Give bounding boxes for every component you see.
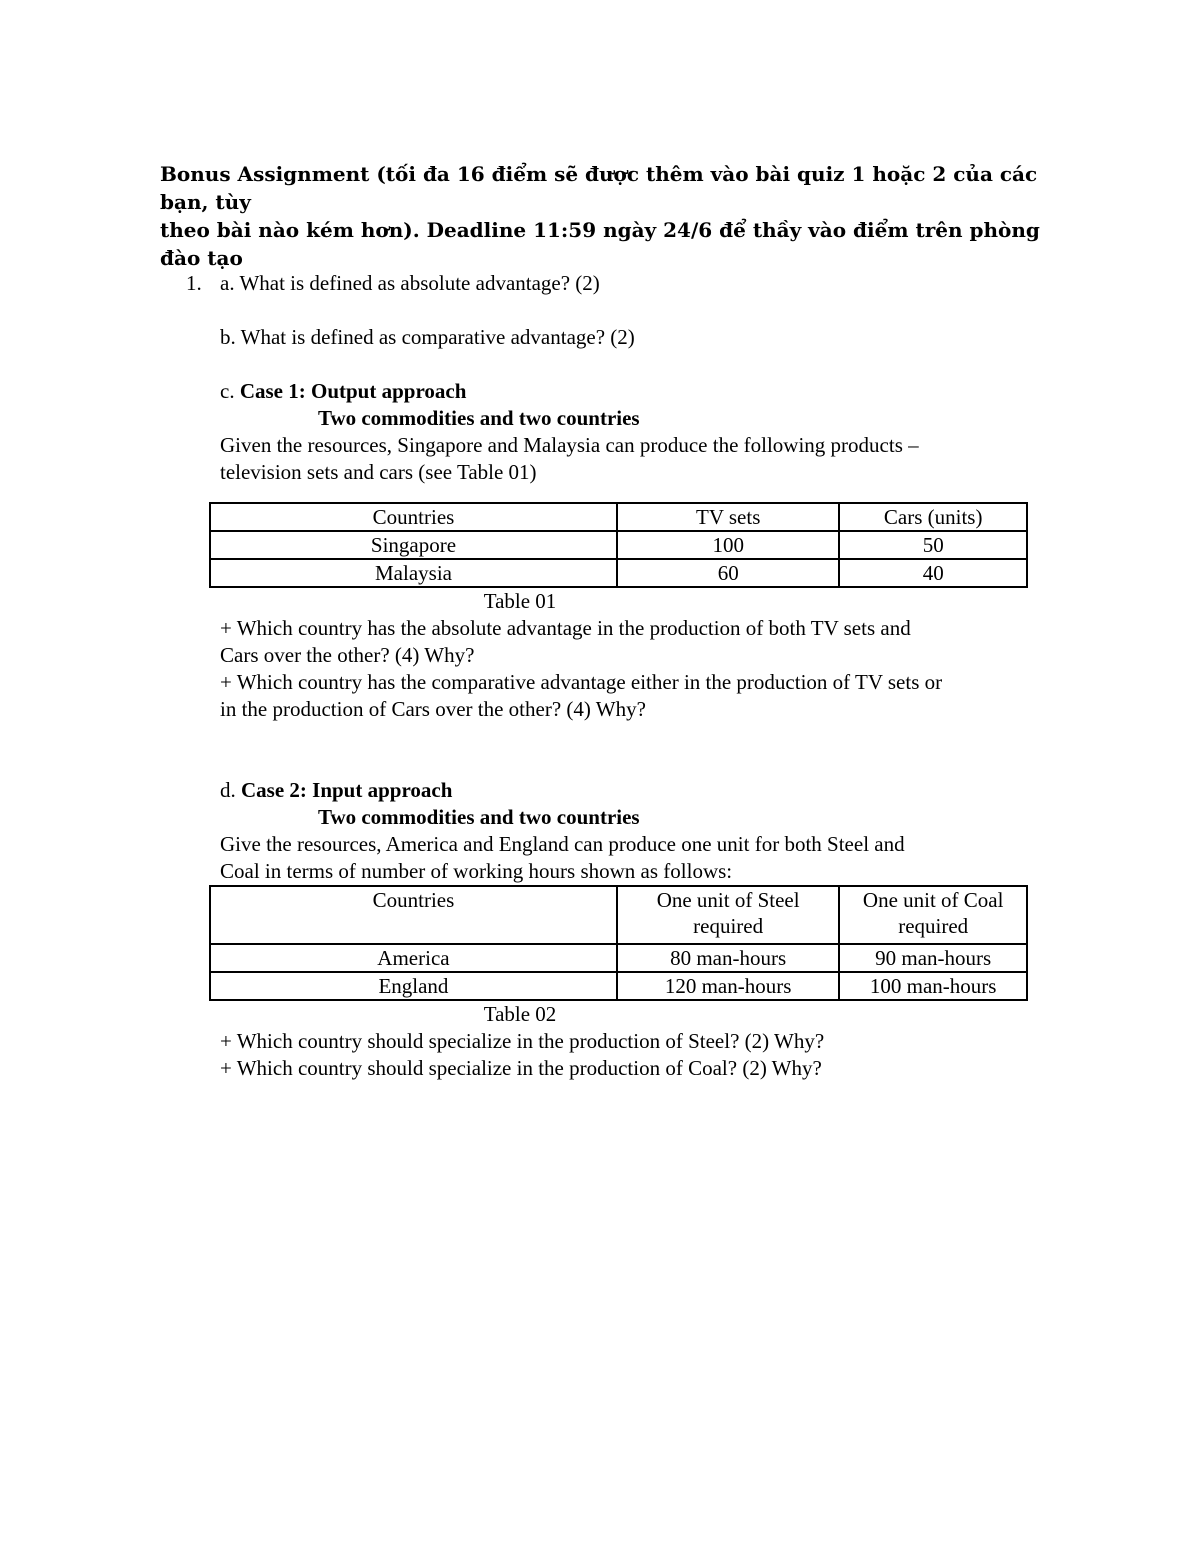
part-a: a. What is defined as absolute advantage? (2) <box>220 271 600 295</box>
table-header-cell: Countries <box>210 503 617 531</box>
table-cell: 100 man-hours <box>839 972 1027 1000</box>
part-b: b. What is defined as comparative advantage? (2) <box>220 325 635 349</box>
title-line-2: theo bài nào kém hơn). Deadline 11:59 ngày 24/6 để thầy vào điểm trên phòng đào tạo <box>160 218 1040 270</box>
table-cell: 100 <box>617 531 839 559</box>
part-d-heading <box>220 777 1040 804</box>
table-01 <box>209 502 1028 588</box>
part-c-heading <box>220 378 1040 405</box>
question-number: 1. <box>186 271 202 295</box>
table-cell: 40 <box>839 559 1027 587</box>
table-header-cell: Countries <box>210 886 617 944</box>
case-2-intro-line-1: Give the resources, America and England can produce one unit for both Steel and <box>220 832 905 856</box>
table-cell: Malaysia <box>210 559 617 587</box>
header-line: required <box>693 914 764 938</box>
case-2-subheading: Two commodities and two countries <box>318 805 640 829</box>
case-1-question-1-line-2: Cars over the other? (4) Why? <box>220 643 475 667</box>
case-1-subheading: Two commodities and two countries <box>318 406 640 430</box>
table-cell: 80 man-hours <box>617 944 839 972</box>
table-header-cell <box>839 886 1027 944</box>
table-header-cell <box>617 886 839 944</box>
part-c-prefix: c. <box>220 379 235 403</box>
question-body <box>220 270 1040 1082</box>
case-1-heading: Case 1: Output approach <box>239 379 467 403</box>
table-row <box>210 944 1027 972</box>
table-header-cell: Cars (units) <box>839 503 1027 531</box>
header-line: One unit of Steel <box>656 888 800 912</box>
case-1-intro-line-1: Given the resources, Singapore and Malaysia can produce the following products – <box>220 433 919 457</box>
case-1-question-1-line-1: + Which country has the absolute advantage in the production of both TV sets and <box>220 616 911 640</box>
case-2-question-1: + Which country should specialize in the production of Steel? (2) Why? <box>220 1029 825 1053</box>
table-cell: 50 <box>839 531 1027 559</box>
header-line: required <box>898 914 969 938</box>
case-1-question-2-line-2: in the production of Cars over the other? (4) Why? <box>220 697 646 721</box>
case-2-heading: Case 2: Input approach <box>241 778 453 802</box>
table-cell: 90 man-hours <box>839 944 1027 972</box>
table-header-row <box>210 503 1027 531</box>
case-1-intro-line-2: television sets and cars (see Table 01) <box>220 460 537 484</box>
case-1-question-2-line-1: + Which country has the comparative advantage either in the production of TV sets or <box>220 670 943 694</box>
table-header-row <box>210 886 1027 944</box>
table-header-cell: TV sets <box>617 503 839 531</box>
table-row <box>210 559 1027 587</box>
table-cell: England <box>210 972 617 1000</box>
title-line-1: Bonus Assignment (tối đa 16 điểm sẽ được thêm vào bài quiz 1 hoặc 2 của các bạn, tùy <box>160 162 1038 214</box>
table-cell: 120 man-hours <box>617 972 839 1000</box>
table-cell: America <box>210 944 617 972</box>
header-line: One unit of Coal <box>862 888 1004 912</box>
assignment-title <box>160 160 1060 272</box>
table-02 <box>209 885 1028 1001</box>
case-2-intro-line-2: Coal in terms of number of working hours shown as follows: <box>220 859 733 883</box>
table-cell: Singapore <box>210 531 617 559</box>
table-row <box>210 531 1027 559</box>
table-02-caption: Table 02 <box>483 1002 557 1026</box>
table-cell: 60 <box>617 559 839 587</box>
table-row <box>210 972 1027 1000</box>
table-01-caption: Table 01 <box>483 589 557 613</box>
case-2-question-2: + Which country should specialize in the production of Coal? (2) Why? <box>220 1056 822 1080</box>
part-d-prefix: d. <box>220 778 236 802</box>
